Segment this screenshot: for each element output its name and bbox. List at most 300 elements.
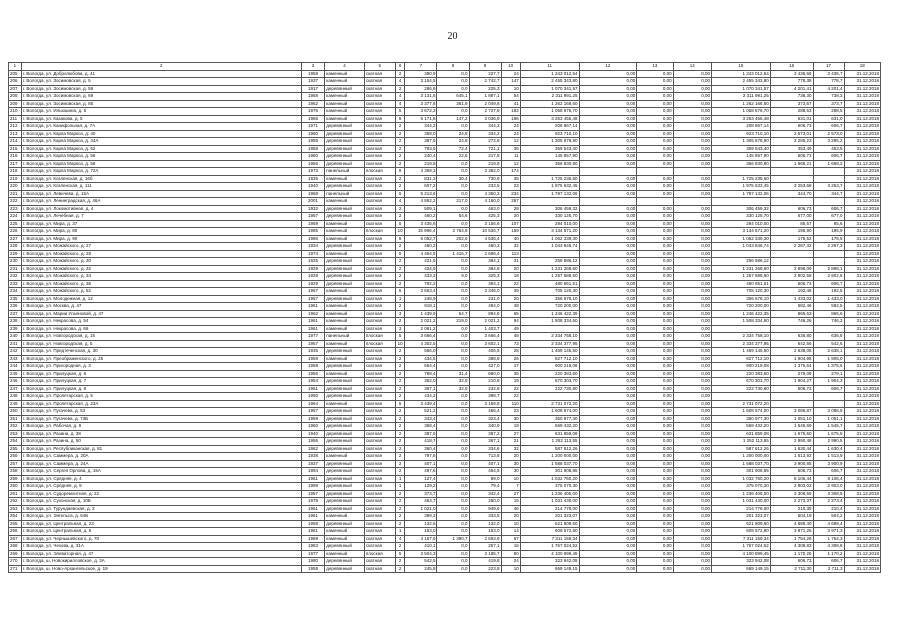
table-cell: 257,1 [469, 543, 501, 551]
table-cell: скатная [364, 243, 395, 251]
table-cell: деревянный [325, 565, 365, 573]
table-cell: 233,5 [469, 183, 501, 191]
table-cell: 0,00 [579, 385, 637, 393]
table-cell: 208 867,14 [520, 123, 579, 131]
table-cell: деревянный [325, 475, 365, 483]
table-cell: деревянный [325, 145, 365, 153]
table-cell: 0,0 [437, 498, 469, 506]
table-cell: 89,0 [469, 475, 501, 483]
table-cell: 1940 [301, 183, 325, 191]
table-cell: 255 [9, 445, 22, 453]
table-cell: 216 [9, 153, 22, 161]
table-cell: 245,8 [405, 565, 437, 573]
table-cell: 1994 [301, 468, 325, 476]
table-cell: 0,00 [637, 378, 673, 386]
table-cell: 0,00 [579, 153, 637, 161]
table-cell: 65 [501, 310, 520, 318]
table-cell: г. Вологда, ул. Мира, д. 37 [21, 220, 301, 228]
table-cell: 4 862,2 [405, 198, 437, 206]
table-cell: 360,4 [405, 445, 437, 453]
table-cell: 175,5 [813, 235, 844, 243]
table-row [9, 160, 881, 168]
table-cell: 0,00 [673, 460, 711, 468]
table-cell: 1 630,4 [813, 445, 844, 453]
table-cell: 827 712,10 [520, 355, 579, 363]
table-row [9, 130, 881, 138]
table-cell: 1951 [301, 385, 325, 393]
table-cell: 31.12.2018 [844, 423, 880, 431]
table-cell: деревянный [325, 543, 365, 551]
table-cell: 497,6 [405, 468, 437, 476]
table-cell: 606,73 [770, 558, 813, 566]
table-cell: 228 [9, 243, 22, 251]
header-cell: 2 [21, 63, 301, 71]
table-cell: 0,00 [579, 498, 637, 506]
table-cell: скатная [364, 348, 395, 356]
table-cell: 18 [501, 273, 520, 281]
table-cell: 22 [501, 385, 520, 393]
table-cell: 0,00 [673, 145, 711, 153]
table-cell: 1 231 268,60 [712, 265, 771, 273]
table-cell: 0,00 [673, 535, 711, 543]
table-cell: 1 246 422,35 [712, 310, 771, 318]
table-cell: скатная [364, 520, 395, 528]
table-cell: 0,0 [437, 348, 469, 356]
table-cell: 1 231 268,60 [520, 265, 579, 273]
table-cell: г. Вологда, ул. Можайского, д. 52 [21, 288, 301, 296]
table-cell: 31.12.2018 [844, 100, 880, 108]
table-cell: 0,00 [579, 258, 637, 266]
table-cell: 31.12.2018 [844, 288, 880, 296]
table-cell: г. Вологда, ул. Карла Маркса, д. 56 [21, 153, 301, 161]
table-cell: 1 513,9 [813, 453, 844, 461]
table-cell: 923 710,10 [520, 130, 579, 138]
table-cell: 1 668,2 [813, 160, 844, 168]
table-cell: 110 [501, 400, 520, 408]
table-cell: 31.12.2018 [844, 385, 880, 393]
table-cell: 0,0 [437, 160, 469, 168]
table-cell: 0,00 [579, 363, 637, 371]
table-cell: 0,00 [673, 550, 711, 558]
table-cell: 865,63 [770, 310, 813, 318]
table-cell: 0,00 [637, 108, 673, 116]
table-cell: 244 [9, 363, 22, 371]
table-cell: 460,2 [405, 213, 437, 221]
table-cell: 31.12.2018 [844, 213, 880, 221]
table-cell: 1969 [301, 535, 325, 543]
table-cell: скатная [364, 70, 395, 78]
table-cell: 2 [395, 453, 405, 461]
table-cell: деревянный [325, 85, 365, 93]
table-cell: 3 185,7 [469, 550, 501, 558]
table-cell: 222 730,80 [712, 385, 771, 393]
table-cell: 174 [501, 168, 520, 176]
table-cell: 0,0 [437, 408, 469, 416]
table-cell: 2 [395, 505, 405, 513]
table-cell: 0,0 [437, 490, 469, 498]
table-cell: 0,00 [637, 498, 673, 506]
table-cell: 1958 [301, 93, 325, 101]
table-cell: каменный [325, 235, 365, 243]
table-cell: 231 [9, 265, 22, 273]
table-cell: 3 308,5 [813, 490, 844, 498]
table-cell: 2 [395, 565, 405, 573]
table-cell: скатная [364, 100, 395, 108]
table-cell: 434,2 [405, 393, 437, 401]
table-row [9, 115, 881, 123]
table-cell: 670 303,70 [520, 378, 579, 386]
table-cell: г. Вологда, ул. Можайского, д. 27 [21, 243, 301, 251]
table-cell: 398,8 [469, 355, 501, 363]
table-cell: 1 375,6 [813, 363, 844, 371]
table-cell: 306 459,32 [712, 205, 771, 213]
table-cell: 0,00 [673, 280, 711, 288]
table-cell: 677,00 [770, 213, 813, 221]
table-cell: 1 031 430,00 [520, 498, 579, 506]
table-cell: каменный [325, 340, 365, 348]
table-cell: 1 062 339,30 [520, 235, 579, 243]
table-cell: 398,7 [469, 393, 501, 401]
table-cell: 0,00 [673, 408, 711, 416]
table-cell: скатная [364, 355, 395, 363]
table-cell: 677,0 [813, 213, 844, 221]
table-cell: деревянный [325, 430, 365, 438]
table-cell: 0,00 [579, 108, 637, 116]
table-cell: 3 086,9 [813, 408, 844, 416]
table-cell: 0,00 [673, 250, 711, 258]
table-cell: 0,00 [579, 273, 637, 281]
table-cell: 31.12.2018 [844, 198, 880, 206]
table-cell: 1 170,25 [770, 550, 813, 558]
table-cell: 246 [9, 378, 22, 386]
table-cell: 31.12.2018 [844, 183, 880, 191]
table-cell: 631 859,08 [520, 430, 579, 438]
table-cell: 356 678,10 [520, 295, 579, 303]
table-cell: 270 [9, 558, 22, 566]
table-cell: 0,00 [579, 400, 637, 408]
table-cell: 2 [395, 70, 405, 78]
table-cell: 0,00 [579, 565, 637, 573]
table-cell: 0,00 [637, 93, 673, 101]
table-cell: 46 [501, 505, 520, 513]
table-cell: 582,5 [813, 303, 844, 311]
table-cell: 4 689,4 [813, 520, 844, 528]
table-cell: 0,0 [437, 430, 469, 438]
table-cell: скатная [364, 130, 395, 138]
table-cell: 746,3 [813, 318, 844, 326]
table-cell: деревянный [325, 153, 365, 161]
table-cell: 1 062 339,30 [712, 235, 771, 243]
table-cell: г. Вологда, ул. Разина, д. 38 [21, 430, 301, 438]
table-cell: скатная [364, 85, 395, 93]
table-cell: 2 021,2 [469, 318, 501, 326]
table-row [9, 453, 881, 461]
table-cell: 0,0 [437, 513, 469, 521]
table-cell: 1 767 024,52 [712, 543, 771, 551]
table-cell [770, 175, 813, 183]
table-cell: 384,8 [469, 265, 501, 273]
table-cell: 0,00 [637, 333, 673, 341]
table-cell: 301 908,85 [712, 468, 771, 476]
table-cell: 2 [395, 213, 405, 221]
table-cell: 0,0 [437, 333, 469, 341]
table-cell: скатная [364, 385, 395, 393]
table-cell: 2 455 343,80 [712, 78, 771, 86]
table-cell: скатная [364, 190, 395, 198]
table-cell: 2 [395, 460, 405, 468]
table-cell: 0,00 [673, 355, 711, 363]
table-cell: 4 [395, 100, 405, 108]
table-cell: 0,00 [579, 93, 637, 101]
table-cell: 0,00 [673, 138, 711, 146]
table-cell: 2 455 343,80 [520, 78, 579, 86]
table-cell: деревянный [325, 378, 365, 386]
table-cell: 247 [9, 385, 22, 393]
table-cell: каменный [325, 370, 365, 378]
table-cell: 1957 [301, 408, 325, 416]
table-cell: деревянный [325, 205, 365, 213]
table-cell: 1 043 846,74 [520, 243, 579, 251]
table-cell: каменный [325, 355, 365, 363]
table-cell: 31.12.2018 [844, 370, 880, 378]
table-cell: г. Вологда, ул. Прилуцкая, д. 8 [21, 385, 301, 393]
table-cell: 0,00 [579, 453, 637, 461]
table-cell: 9 [395, 168, 405, 176]
table-row [9, 520, 881, 528]
table-cell: 31.12.2018 [844, 535, 880, 543]
table-cell: скатная [364, 205, 395, 213]
table-cell: г. Вологда, ул. Пугачева, д. 73Б [21, 415, 301, 423]
table-cell [637, 168, 673, 176]
table-cell: скатная [364, 280, 395, 288]
table-cell: 606,73 [770, 280, 813, 288]
table-cell: 4 [395, 198, 405, 206]
table-cell: г. Вологда, ул. Добролюбова, д. 41 [21, 70, 301, 78]
table-cell: 1965 [301, 115, 325, 123]
table-row [9, 168, 881, 176]
table-cell: 3 308,55 [770, 490, 813, 498]
table-cell: 410,1 [405, 543, 437, 551]
table-cell: 3 131,6 [405, 93, 437, 101]
table-cell: каменный [325, 550, 365, 558]
table-cell: г. Вологда, ул. Пролетарская, д. 23А [21, 400, 301, 408]
table-cell: г. Вологда, ул. Можайского, д. 36 [21, 280, 301, 288]
table-cell: 0,00 [579, 550, 637, 558]
table-cell: 0,00 [673, 70, 711, 78]
table-cell: 0,00 [579, 115, 637, 123]
table-row [9, 228, 881, 236]
table-cell: плоская [364, 340, 395, 348]
table-cell: деревянный [325, 498, 365, 506]
table-cell: 259 [9, 475, 22, 483]
table-cell: 0,00 [673, 438, 711, 446]
table-cell: 2 [395, 348, 405, 356]
table-cell: скатная [364, 453, 395, 461]
table-cell: 1961 [301, 303, 325, 311]
table-cell: 778,38 [770, 78, 813, 86]
table-cell: 0,00 [579, 123, 637, 131]
table-cell: 3 263 455,48 [712, 115, 771, 123]
table-cell: 31.12.2018 [844, 490, 880, 498]
table-cell: 0,00 [579, 190, 637, 198]
header-cell: 15 [712, 63, 771, 71]
table-cell: 587 612,26 [520, 445, 579, 453]
table-cell: 31.12.2018 [844, 265, 880, 273]
table-cell: 31.12.2018 [844, 205, 880, 213]
table-cell: 1957 [301, 213, 325, 221]
table-cell: 212 [9, 123, 22, 131]
table-cell: 31.12.2018 [844, 430, 880, 438]
table-cell: 2 903,0 [813, 483, 844, 491]
table-cell: 8 106,4 [813, 475, 844, 483]
table-cell: 1976 [301, 108, 325, 116]
table-row [9, 70, 881, 78]
table-cell: 606,7 [813, 205, 844, 213]
table-cell: 271 [9, 565, 22, 573]
table-cell: 3 253,68 [770, 183, 813, 191]
table-cell: 3 900,9 [813, 460, 844, 468]
table-cell: 0,00 [673, 490, 711, 498]
table-cell: 31.12.2018 [844, 168, 880, 176]
table-cell: 31.12.2018 [844, 123, 880, 131]
table-cell: 220 383,60 [520, 370, 579, 378]
table-cell: 738,3 [813, 93, 844, 101]
table-cell: 31.12.2018 [844, 153, 880, 161]
table-cell: 2 [395, 130, 405, 138]
table-cell: каменный [325, 175, 365, 183]
table-row [9, 505, 881, 513]
table-cell: 0,00 [637, 430, 673, 438]
table-cell: 3 382,0 [469, 168, 501, 176]
table-cell: 31.12.2018 [844, 295, 880, 303]
table-cell [520, 198, 579, 206]
table-cell: 234 [9, 288, 22, 296]
table-cell: 609 572,80 [712, 528, 771, 536]
table-cell: 210 [9, 108, 22, 116]
table-cell: 2 573,0 [813, 130, 844, 138]
table-cell: 0,00 [579, 408, 637, 416]
table-cell: 210,4 [813, 505, 844, 513]
table-cell: 208 [9, 93, 22, 101]
table-cell: 1 767 024,52 [520, 543, 579, 551]
table-row [9, 198, 881, 206]
table-cell: 705 120,30 [712, 288, 771, 296]
table-cell [712, 168, 771, 176]
table-cell: 0,00 [637, 78, 673, 86]
table-cell: 373,7 [813, 100, 844, 108]
table-row [9, 310, 881, 318]
table-row [9, 340, 881, 348]
table-cell: 340,9 [469, 423, 501, 431]
table-cell: 0,0 [437, 558, 469, 566]
table-cell [770, 400, 813, 408]
table-cell: 0,00 [673, 153, 711, 161]
table-cell: 3 285,23 [770, 138, 813, 146]
table-cell: 0,0 [437, 190, 469, 198]
table-cell: 3 159,8 [469, 400, 501, 408]
table-cell: 260 [9, 483, 22, 491]
table-row [9, 153, 881, 161]
table-cell: 0,00 [637, 400, 673, 408]
table-cell: 359 543,40 [712, 145, 771, 153]
table-cell: 680,0 [469, 370, 501, 378]
table-cell: 606,73 [770, 153, 813, 161]
table-cell: 48 [501, 303, 520, 311]
table-cell: каменный [325, 78, 365, 86]
table-cell: г. Вологда, ул. Можайского, д. 34 [21, 273, 301, 281]
table-cell: 0,00 [673, 393, 711, 401]
table-cell: 0,00 [673, 558, 711, 566]
table-cell: 344,7 [813, 190, 844, 198]
table-cell: 367,1 [469, 438, 501, 446]
table-cell: 1 [395, 528, 405, 536]
table-cell: 1 262 168,60 [712, 100, 771, 108]
table-cell: 0,00 [637, 340, 673, 348]
table-cell: 0,00 [579, 100, 637, 108]
table-cell: скатная [364, 543, 395, 551]
table-cell: деревянный [325, 490, 365, 498]
table-cell: 1 545,7 [813, 423, 844, 431]
table-cell: 0,00 [579, 265, 637, 273]
table-cell: 201 323,07 [712, 513, 771, 521]
table-cell: 1934 [301, 243, 325, 251]
table-cell: 0,00 [579, 505, 637, 513]
table-cell: 582,46 [770, 303, 813, 311]
table-cell: 201 323,07 [520, 513, 579, 521]
table-cell: 31.12.2018 [844, 78, 880, 86]
table-cell: г. Вологда, ул. Карла Маркса, д. 58 [21, 160, 301, 168]
table-cell: 217,0 [437, 198, 469, 206]
table-cell: 2 [395, 138, 405, 146]
table-cell: 223,8 [469, 565, 501, 573]
table-cell [770, 258, 813, 266]
table-cell: 373,7 [405, 490, 437, 498]
table-cell: 0,00 [579, 85, 637, 93]
table-cell: 20 [501, 265, 520, 273]
table-cell: 1 051,1 [813, 415, 844, 423]
table-cell: 0,00 [579, 430, 637, 438]
table-row [9, 213, 881, 221]
table-cell: 10 536,7 [469, 228, 501, 236]
table-cell: каменный [325, 115, 365, 123]
table-cell: 427,0 [469, 363, 501, 371]
table-cell: 3 263 455,48 [520, 115, 579, 123]
table-cell: 1 257 688,60 [520, 273, 579, 281]
table-cell: скатная [364, 123, 395, 131]
table-cell: 0,00 [637, 483, 673, 491]
table-cell: 4 302,5 [405, 340, 437, 348]
table-cell: 0,00 [579, 138, 637, 146]
table-cell: 31.12.2018 [844, 415, 880, 423]
table-cell: скатная [364, 445, 395, 453]
table-cell: деревянный [325, 295, 365, 303]
table-cell: 2 693,8 [469, 535, 501, 543]
table-cell: 0,00 [579, 535, 637, 543]
table-cell: 0,00 [579, 475, 637, 483]
table-cell: 31.12.2018 [844, 303, 880, 311]
table-cell: 3 036,9 [469, 115, 501, 123]
table-cell: 256 [9, 453, 22, 461]
table-cell: 587 612,26 [712, 445, 771, 453]
table-cell: 1954 [301, 378, 325, 386]
table-cell: плоская [364, 228, 395, 236]
table-cell: 0,00 [673, 235, 711, 243]
table-cell: деревянный [325, 213, 365, 221]
table-cell: 0,00 [673, 183, 711, 191]
table-cell: 31.12.2018 [844, 348, 880, 356]
header-cell: 17 [813, 63, 844, 71]
table-cell: 0,0 [437, 483, 469, 491]
